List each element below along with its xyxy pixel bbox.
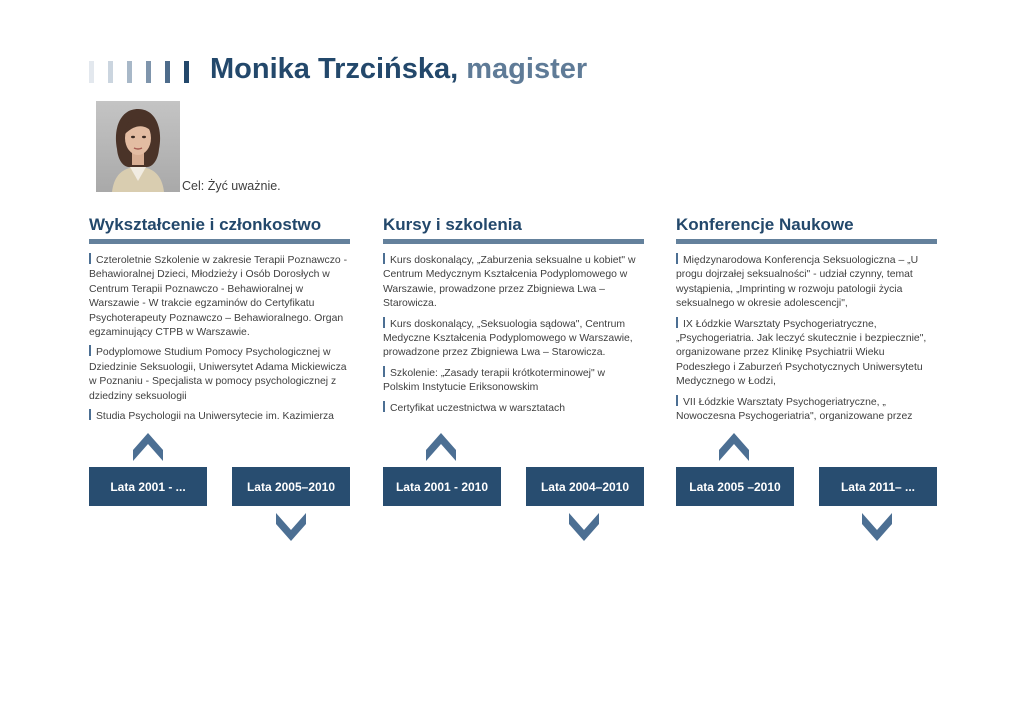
logo-bar [165,61,170,83]
list-item: Kurs doskonalący, „Zaburzenia seksualne u kobiet" w Centrum Medycznym Kształcenia Podyplomowego w Warszawie, prowadzone przez Zbigniewa Lwa – Starowicza. [383,255,636,310]
section-title: Wykształcenie i członkostwo [89,215,322,234]
bullet-bar-icon [89,409,91,420]
section-conferences [676,214,937,424]
scroll-up-arrow-icon[interactable] [719,433,749,461]
section-items [89,253,350,424]
logo-bar [108,61,113,83]
logo-bar [127,61,132,83]
section-title: Konferencje Naukowe [676,215,854,234]
page-title [210,53,587,86]
section-items [676,253,937,424]
list-item: Międzynarodowa Konferencja Seksuologiczna – „U progu dojrzałej seksualności" - udział czynny, temat wystąpienia, „Imprinting w rozwoju patologii życia seksualnego w okresie adolescencji", [676,255,919,310]
list-item: Kurs doskonalący, „Seksuologia sądowa", Centrum Medyczne Kształcenia Podyplomowego w Warszawie, prowadzone przez Zbigniewa Lwa – Starowicza. [383,318,633,359]
section-courses [383,214,644,424]
bullet-bar-icon [383,317,385,328]
year-button[interactable]: Lata 2005–2010 [232,467,350,506]
bullet-bar-icon [383,366,385,377]
portrait-image [96,101,180,192]
section-education [89,214,350,424]
list-item: Podyplomowe Studium Pomocy Psychologicznej w Dziedzinie Seksuologii, Uniwersytet Adama Mickiewicza w Poznaniu - Specjalista w pomocy psychologicznej z dziedziny seksuologii [89,347,347,402]
scroll-down-arrow-icon[interactable] [276,513,306,541]
logo-bar [89,61,94,83]
list-item: Certyfikat uczestnictwa w warsztatach [383,401,644,416]
section-items [383,253,644,424]
bullet-bar-icon [676,253,678,264]
year-button[interactable]: Lata 2001 - ... [89,467,207,506]
bullet-bar-icon [383,253,385,264]
section-rule [383,239,644,244]
section-rule [676,239,937,244]
portrait-photo [96,101,180,192]
year-button[interactable]: Lata 2011– ... [819,467,937,506]
list-item: Studia Psychologii na Uniwersytecie im. Kazimierza [89,409,350,424]
year-button[interactable]: Lata 2001 - 2010 [383,467,501,506]
bullet-bar-icon [89,253,91,264]
list-item: VII Łódzkie Warsztaty Psychogeriatryczne, „ Nowoczesna Psychogeriatria", organizowane przez [676,396,913,423]
academic-degree: magister [466,53,588,85]
section-title: Kursy i szkolenia [383,215,522,234]
bullet-bar-icon [383,401,385,412]
bullet-bar-icon [676,317,678,328]
bullet-bar-icon [676,395,678,406]
logo-bar [184,61,189,83]
scroll-down-arrow-icon[interactable] [862,513,892,541]
list-item: Czteroletnie Szkolenie w zakresie Terapii Poznawczo - Behawioralnej Dzieci, Młodzieży i Osób Dorosłych w Centrum Terapii Poznawczo - Behawioralnej w Warszawie - W trakcie egzaminów do Certyfikatu Psychoterapeuty Poznawczo – Behawioralnego. Organ egzaminujący CTPB w Warszawie. [89,255,348,339]
scroll-up-arrow-icon[interactable] [426,433,456,461]
logo-bar [146,61,151,83]
section-rule [89,239,350,244]
list-item: Szkolenie: „Zasady terapii krótkoterminowej" w Polskim Instytucie Eriksonowskim [383,367,606,394]
list-item: IX Łódzkie Warsztaty Psychogeriatryczne, „Psychogeriatria. Jak leczyć skutecznie i bezpiecznie", organizowane przez Klinikę Psychiatrii Wieku Podeszłego i Zaburzeń Psychotycznych Uniwersytetu Medycznego w Łodzi, [676,318,927,388]
scroll-down-arrow-icon[interactable] [569,513,599,541]
person-name: Monika Trzcińska, [210,53,459,85]
year-button[interactable]: Lata 2004–2010 [526,467,644,506]
motto-text: Cel: Żyć uważnie. [182,179,281,193]
year-button[interactable]: Lata 2005 –2010 [676,467,794,506]
bullet-bar-icon [89,345,91,356]
scroll-up-arrow-icon[interactable] [133,433,163,461]
